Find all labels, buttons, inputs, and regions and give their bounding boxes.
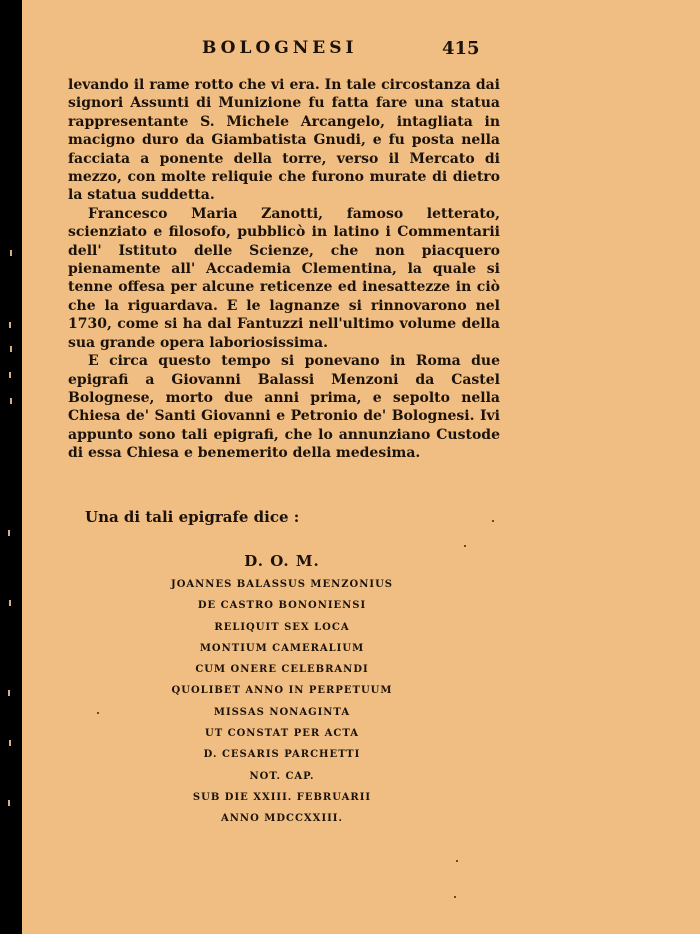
epigraph-line: CUM ONERE CELEBRANDI bbox=[195, 664, 369, 676]
margin-speck bbox=[9, 322, 11, 328]
epigraph-line: SUB DIE XXIII. FEBRUARII bbox=[192, 791, 372, 803]
epigraph-line: MONTIUM CAMERALIUM bbox=[199, 642, 365, 654]
ink-speck bbox=[97, 712, 99, 714]
epigraph-line: UT CONSTAT PER ACTA bbox=[204, 728, 359, 740]
paragraph: levando il rame rotto che vi era. In tale circostanza dai signori Assunti di Munizione fu fatta fare una statua rappresentante S. Michele Arcangelo, intagliata in macigno duro da Giambatista Gnudi, e fu posta nella facciata a ponente della torre, verso il Mercato di mezzo, con molte reliquie che furono murate di dietro la statua suddetta. bbox=[68, 77, 500, 204]
margin-speck bbox=[8, 690, 10, 696]
epigraph-block bbox=[132, 548, 432, 830]
paragraph: E circa questo tempo si ponevano in Roma due epigrafi a Giovanni Balassi Menzoni da Castel Bolognese, morto due anni prima, e sepolto nella Chiesa de' Santi Giovanni e Petronio de' Bolognesi. Ivi appunto sono tali epigrafi, che lo annunziano Custode di essa Chiesa e benemerito della medesima. bbox=[68, 353, 500, 462]
margin-speck bbox=[10, 398, 12, 404]
epigraph-line: JOANNES BALASSUS MENZONIUS bbox=[170, 579, 394, 590]
page-header bbox=[22, 38, 700, 62]
ink-speck bbox=[454, 896, 456, 898]
epigraph-heading: D. O. M. bbox=[244, 552, 320, 570]
margin-speck bbox=[9, 600, 11, 606]
epigraph-line: NOT. CAP. bbox=[249, 770, 315, 782]
epigraph-intro: Una di tali epigrafe dice : bbox=[85, 508, 300, 526]
ink-speck bbox=[464, 545, 466, 547]
epigraph-line: DE CASTRO BONONIENSI bbox=[197, 600, 367, 612]
epigraph-line: ANNO MDCCXXIII. bbox=[221, 813, 343, 825]
ink-speck bbox=[456, 860, 458, 862]
paragraph: Francesco Maria Zanotti, famoso letterato, scienziato e filosofo, pubblicò in latino i Commentarii dell' Istituto delle Scienze, che non piacquero pienamente all' Accademia Clementina, la quale si tenne offesa per alcune reticenze ed inesattezze in ciò che la riguardava. E le lagnanze si rinnovarono nel 1730, come si ha dal Fantuzzi nell'ultimo volume della sua grande opera laboriosissima. bbox=[68, 205, 500, 351]
epigraph-line: RELIQUIT SEX LOCA bbox=[214, 621, 350, 633]
margin-speck bbox=[10, 346, 12, 352]
page-number: 415 bbox=[442, 38, 480, 59]
margin-speck bbox=[9, 740, 11, 746]
ink-speck bbox=[492, 520, 494, 522]
running-head: BOLOGNESI bbox=[202, 38, 358, 58]
epigraph-line: QUOLIBET ANNO IN PERPETUUM bbox=[171, 685, 393, 697]
left-margin-edge bbox=[0, 0, 22, 934]
margin-speck bbox=[8, 530, 10, 536]
margin-speck bbox=[10, 250, 12, 256]
book-page bbox=[22, 0, 700, 934]
margin-speck bbox=[9, 372, 11, 378]
epigraph-line: MISSAS NONAGINTA bbox=[213, 706, 351, 718]
margin-speck bbox=[8, 800, 10, 806]
epigraph-line: D. CESARIS PARCHETTI bbox=[203, 749, 361, 761]
body-text bbox=[68, 76, 500, 463]
